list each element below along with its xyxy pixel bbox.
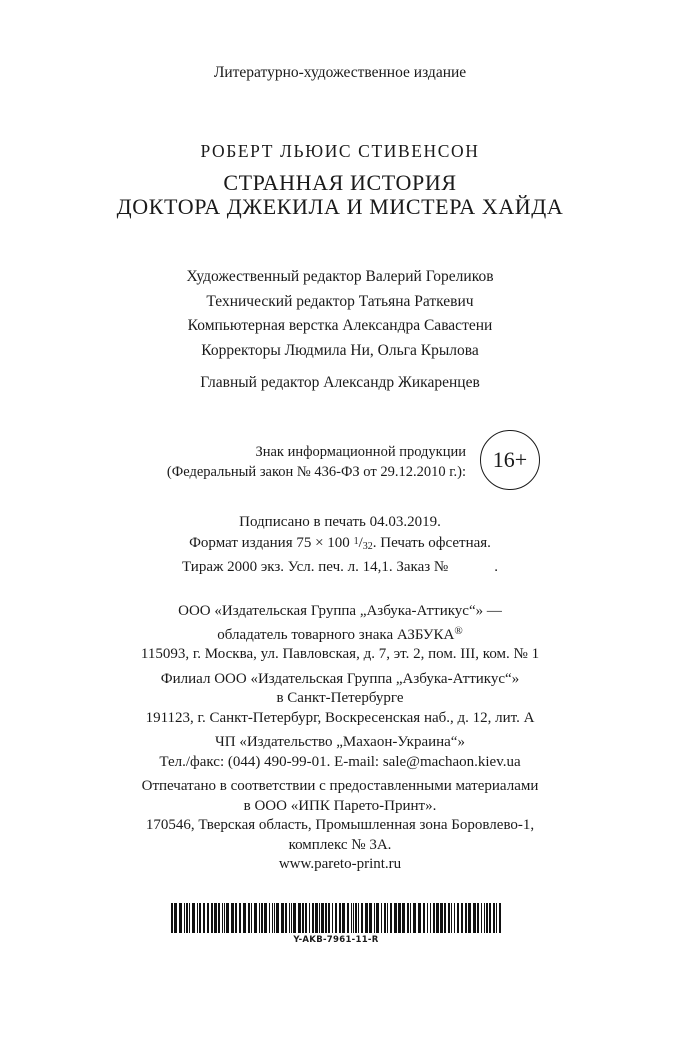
credits-spacer <box>0 363 680 371</box>
printed-line-2: в ООО «ИПК Парето-Принт». <box>243 797 437 814</box>
ukraine-publisher: ЧП «Издательство „Махаон-Украина“» <box>215 734 465 750</box>
printed-line-1: Отпечатано в соответствии с предоставленными материалами <box>141 778 539 794</box>
ukraine-contacts: Тел./факс: (044) 490-99-01. E-mail: sale@machaon.kiev.ua <box>159 753 521 770</box>
book-title <box>0 171 680 219</box>
print-signed: Подписано в печать 04.03.2019. <box>239 514 441 530</box>
author-name <box>0 141 680 162</box>
branch-address: 191123, г. Санкт-Петербург, Воскресенская наб., д. 12, лит. А <box>145 709 535 726</box>
printed-line-4: комплекс № 3А. <box>288 836 392 853</box>
registered-mark: ® <box>454 624 463 637</box>
credit-tech-editor: Технический редактор Татьяна Раткевич <box>206 292 474 310</box>
book-title-line-2: ДОКТОРА ДЖЕКИЛА И МИСТЕРА ХАЙДА <box>116 194 564 219</box>
print-run-end: . <box>494 559 498 575</box>
print-run <box>0 557 680 577</box>
printer-website: www.pareto-print.ru <box>278 856 402 872</box>
branch-line-2: в Санкт-Петербурге <box>276 690 404 706</box>
info-sign-line-2: (Федеральный закон № 436-ФЗ от 29.12.2010 г.): <box>166 464 466 480</box>
branch-line-1: Филиал ООО «Издательская Группа „Азбука-Аттикус“» <box>160 670 520 687</box>
credit-chief-editor: Главный редактор Александр Жикаренцев <box>200 374 480 391</box>
barcode-icon <box>171 903 501 933</box>
print-info-block <box>0 512 680 577</box>
publisher-line-2 <box>0 622 680 646</box>
publisher-address: 115093, г. Москва, ул. Павловская, д. 7, эт. 2, пом. III, ком. № 1 <box>140 646 540 662</box>
credit-layout: Компьютерная верстка Александра Савастени <box>187 317 493 334</box>
print-format-prefix: Формат издания 75 × 100 <box>189 535 354 551</box>
credits-block <box>0 265 680 396</box>
credit-proofreaders: Корректоры Людмила Ни, Ольга Крылова <box>201 341 479 359</box>
print-format-slash: / <box>358 535 363 551</box>
age-rating-badge <box>480 430 540 490</box>
publisher-block <box>0 602 680 875</box>
author-name-text: РОБЕРТ ЛЬЮИС СТИВЕНСОН <box>200 141 480 161</box>
book-title-line-1: СТРАННАЯ ИСТОРИЯ <box>223 170 457 195</box>
edition-type <box>0 64 680 82</box>
age-rating-text: 16+ <box>492 447 528 472</box>
print-format-denominator: 32 <box>362 541 373 552</box>
printed-line-3: 170546, Тверская область, Промышленная зона Боровлево-1, <box>145 817 535 833</box>
print-format-suffix: . Печать офсетная. <box>372 535 491 551</box>
print-format <box>0 532 680 557</box>
info-product-sign <box>130 442 466 482</box>
info-sign-line-1: Знак информационной продукции <box>255 444 466 460</box>
publisher-trademark: обладатель товарного знака АЗБУКА <box>217 626 455 643</box>
edition-type-text: Литературно-художественное издание <box>213 64 467 81</box>
print-format-numerator: 1 <box>353 536 359 547</box>
credit-art-editor: Художественный редактор Валерий Гореликов <box>186 268 494 285</box>
print-run-text: Тираж 2000 экз. Усл. печ. л. 14,1. Заказ № <box>182 559 449 575</box>
barcode-code: Y-AKB-7961-11-R <box>293 935 379 945</box>
publisher-line-1: ООО «Издательская Группа „Азбука-Аттикус“» — <box>178 603 502 619</box>
